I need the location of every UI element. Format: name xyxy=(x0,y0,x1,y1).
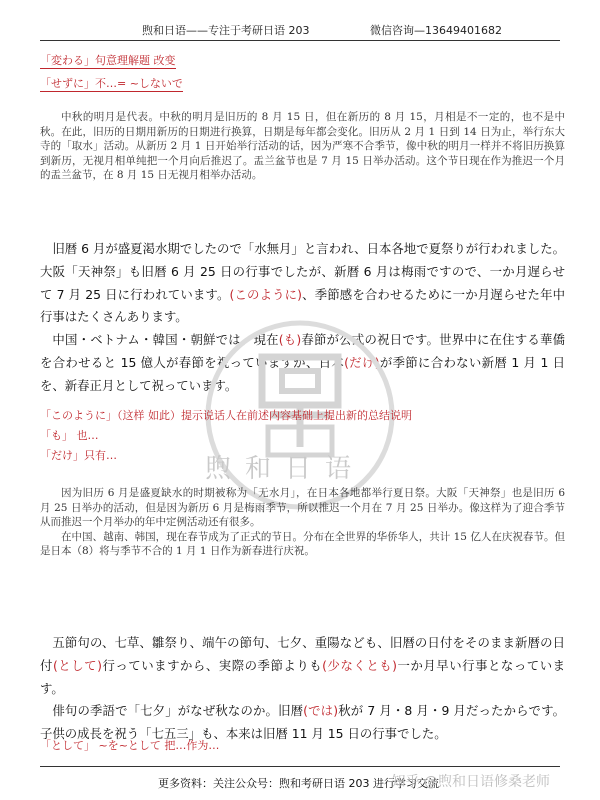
paragraph-cn-2 xyxy=(40,486,565,559)
jp4-text-a: 俳句の季語で「七夕」がなぜ秋なのか。旧暦 xyxy=(52,703,304,719)
jp1-text-a: 旧暦 6 月が盛夏渇水期でしたので「水無月」と言われ、日本各地で夏祭りが行われました。大阪「天神祭」も旧暦 6 月 25 日の行事でしたが、新暦 6 月は梅雨ですので、一か月遅らせて 7 月 25 日に行われています。 xyxy=(40,241,565,302)
paragraph-cn-2b: 在中国、越南、韩国，现在春节成为了正式的节日。分布在全世界的华侨华人，共计 15 亿人在庆祝春节。但是日本（8）将与季节不合的 1 月 1 日作为新春进行庆祝。 xyxy=(40,530,565,557)
page-footer xyxy=(40,766,560,797)
note-sezuni: 「せずに」不…= ~しないで xyxy=(40,77,183,90)
jp2-red-dake: (だけ) xyxy=(344,354,380,370)
note-mo: 「も」 也… xyxy=(40,429,99,442)
jp1-red-konoyouni: (このように) xyxy=(229,286,303,302)
note-kawaru: 「変わる」句意理解题 改变 xyxy=(40,54,176,67)
jp2-text-c: が季節に合わない新暦 1 月 1 日を、新春正月として祝っています。 xyxy=(40,354,565,393)
jp3-text-c: 一か月早い行事となっています。 xyxy=(40,657,566,696)
header-contact: 微信咨询—13649401682 xyxy=(370,24,502,37)
paragraph-cn-1 xyxy=(40,110,565,183)
watermark-text: 煦和日语 xyxy=(205,454,366,484)
jp2-text-a: 中国・ベトナム・韓国・朝鮮では、現在 xyxy=(52,332,279,348)
jp1-text-b: 、季節感を合わせるために一か月遅らせた年中行事はたくさんあります。 xyxy=(40,286,565,325)
paragraph-jp-2a xyxy=(40,632,565,700)
jp4-text-b: 秋が 7 月・8 月・9 月だったからです。子供の成長を祝う「七五三」も、本来は旧暦 11 月 15 日の行事でした。 xyxy=(40,703,566,742)
zhihu-watermark: 知乎 @煦和日语修桑老师 xyxy=(391,774,550,790)
jp2-text-b: 春節が公式の祝日です。世界中に在住する華僑を合わせると 15 億人が春節を祝っていますが、日本 xyxy=(40,332,565,370)
note-konoyouni: 「このように」（这样 如此）提示说话人在前述内容基础上提出新的总结说明 xyxy=(40,409,412,422)
note-dake: 「だけ」只有… xyxy=(40,449,117,462)
paragraph-jp-1a xyxy=(40,238,565,329)
note-toshite: 「として」 ~を~として 把…作为… xyxy=(40,739,220,752)
jp4-red-dewa: (では) xyxy=(303,703,339,719)
header-title: 煦和日语——专注于考研日语 203 xyxy=(142,24,310,37)
paragraph-cn-1-text: 中秋的明月是代表。中秋的明月是旧历的 8 月 15 日，但在新历的 8 月 15，月相是不一定的，也不是中秋。在此，旧历的日期用新历的日期进行换算，日期是每年都会变化。旧历从 2 月 1 日到 14 日为止，举行东大寺的「取水」活动。从新历 2 月 1 日开始举行活动的话，因为严寒不合季节，像中秋的明月一样并不将旧历换算到新历，无视月相单纯把一个月向后推迟了。盂兰盆节也是 7 月 15 日举办活动。这个节日现在作为推迟一个月的盂兰盆节，在 8 月 15 日无视月相举办活动。 xyxy=(40,111,565,181)
paragraph-jp-1 xyxy=(40,238,565,398)
paragraph-jp-1b xyxy=(40,329,565,397)
jp3-red-toshite: (として) xyxy=(52,657,102,673)
jp2-red-mo: (も) xyxy=(278,332,302,348)
jp3-text-b: 行っていますから、実際の季節よりも xyxy=(101,657,323,673)
jp3-red-sukunakutomo: (少なくとも) xyxy=(322,657,397,673)
page-header xyxy=(40,18,560,41)
footer-text: 更多资料：关注公众号：煦和考研日语 203 进行学习交流 xyxy=(158,777,439,790)
paragraph-cn-2a: 因为旧历 6 月是盛夏缺水的时期被称为「无水月」，在日本各地都举行夏日祭。大阪「天神祭」也是旧历 6 月 25 日举办的活动，但是因为新历 6 月是梅雨季节，所以推迟一个月在 7 月 25 日举办。像这样为了迎合季节从而推迟一个月举办的年中定例活动还有很多。 xyxy=(40,487,565,528)
jp3-text-a: 五節句の、七草、雛祭り、端午の節句、七夕、重陽なども、旧暦の日付をそのまま新暦の日付 xyxy=(40,635,565,673)
paragraph-jp-2 xyxy=(40,632,565,746)
